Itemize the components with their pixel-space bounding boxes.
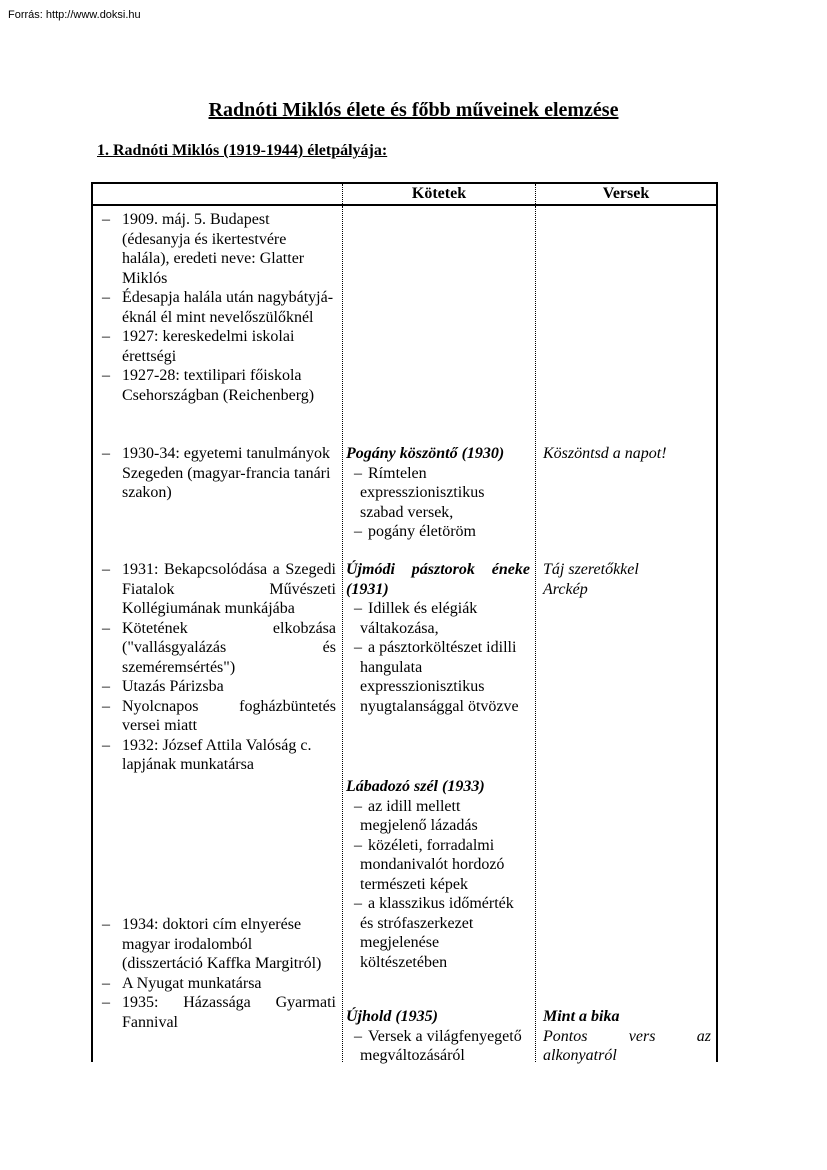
- life-item-text: 1932: József Attila Valóság c. lapjának munkatársa: [122, 736, 312, 773]
- table-header-row: [93, 184, 716, 206]
- bullet-dash: –: [102, 328, 110, 345]
- life-item-text: 1930-34: egyetemi tanulmányok Szegeden (magyar-francia tanári szakon): [122, 445, 331, 501]
- life-item: [93, 697, 342, 736]
- volume-title: Újmódi pásztorok éneke (1931): [346, 561, 530, 598]
- biography-table: [91, 182, 718, 1062]
- life-item-text: Édesapja halála után nagybátyjá-éknál él mint nevelőszülőknél: [122, 289, 334, 326]
- bullet-dash: –: [354, 836, 362, 854]
- volume-title: Lábadozó szél (1933): [346, 778, 485, 795]
- volume-item-text: az idill mellett megjelenő lázadás: [360, 797, 478, 834]
- life-group-3: [93, 560, 342, 775]
- life-item-text: 1927: kereskedelmi iskolai érettségi: [122, 328, 295, 365]
- volume-item-text: közéleti, forradalmi mondanivalót hordozó természeti képek: [360, 836, 505, 893]
- life-item: [93, 619, 342, 678]
- column-life: [93, 206, 342, 1062]
- life-item-text: 1931: Bekapcsolódása a Szegedi Fiatalok Művészeti Kollégiumának munkájába: [122, 561, 336, 617]
- volume-block-ujmodi-pasztorok: [343, 560, 535, 716]
- header-cell-life: [93, 184, 342, 204]
- bullet-dash: –: [354, 895, 362, 912]
- volume-item-text: Rímtelen expresszionisztikus szabad versek,: [360, 464, 485, 521]
- bullet-dash: –: [102, 678, 110, 695]
- life-item-text: 1935: Házassága Gyarmati Fannival: [122, 994, 336, 1031]
- bullet-dash: –: [354, 639, 362, 656]
- volume-title: Pogány köszöntő (1930): [346, 445, 505, 462]
- life-item: [93, 444, 342, 503]
- bullet-dash: –: [102, 994, 110, 1011]
- volume-item: [343, 522, 535, 542]
- poem-title: Mint a bika: [543, 1008, 620, 1025]
- volume-block-ujhold: [343, 1007, 535, 1066]
- source-line: Forrás: http://www.doksi.hu: [8, 9, 141, 21]
- life-item-text: 1934: doktori cím elnyerése magyar irodalomból (disszertáció Kaffka Margitról): [122, 916, 322, 972]
- volume-item-text: pogány életöröm: [368, 523, 476, 540]
- volume-item: [343, 599, 535, 638]
- life-item: [93, 560, 342, 619]
- bullet-dash: –: [102, 736, 110, 754]
- bullet-dash: –: [102, 211, 110, 228]
- section-heading: 1. Radnóti Miklós (1919-1944) életpályája:: [97, 142, 388, 159]
- bullet-dash: –: [354, 1027, 362, 1045]
- volume-block-pogany-koszonto: [343, 444, 535, 542]
- column-versek: [535, 206, 716, 1062]
- bullet-dash: –: [102, 561, 110, 578]
- poem-line: Táj szeretőkkel: [543, 561, 639, 578]
- table-body: [93, 206, 716, 1062]
- volume-item: [343, 1027, 535, 1066]
- poem-block-3: [536, 1007, 716, 1066]
- life-group-4: [93, 915, 342, 1032]
- life-item: [93, 974, 342, 994]
- poem-line: Köszöntsd a napot!: [543, 445, 667, 462]
- header-cell-kotetek: Kötetek: [342, 184, 535, 204]
- bullet-dash: –: [102, 289, 110, 306]
- volume-item-text: a klasszikus időmérték és strófaszerkezet megjelenése költészetében: [360, 895, 514, 971]
- life-item: [93, 677, 342, 697]
- bullet-dash: –: [102, 619, 110, 637]
- volume-item: [343, 797, 535, 836]
- life-item-text: Utazás Párizsba: [122, 678, 224, 695]
- life-item: [93, 736, 342, 775]
- bullet-dash: –: [354, 464, 362, 482]
- life-item-text: Nyolcnapos fogházbüntetés versei miatt: [122, 697, 336, 734]
- poem-line: Pontos vers az alkonyatról: [543, 1027, 711, 1064]
- column-kotetek: [342, 206, 535, 1062]
- header-cell-versek: Versek: [535, 184, 716, 204]
- life-item: [93, 327, 342, 366]
- life-item: [93, 993, 342, 1032]
- life-item: [93, 366, 342, 405]
- poem-block-1: [536, 444, 716, 464]
- page-title: Radnóti Miklós élete és főbb műveinek elemzése: [208, 99, 619, 121]
- poem-block-2: [536, 560, 716, 599]
- life-item: [93, 288, 342, 327]
- volume-item: [343, 894, 535, 972]
- life-item-text: 1909. máj. 5. Budapest (édesanyja és ikertestvére halála), eredeti neve: Glatter Miklós: [122, 211, 305, 287]
- volume-title: Újhold (1935): [346, 1008, 438, 1025]
- life-item: [93, 915, 342, 974]
- bullet-dash: –: [354, 523, 362, 540]
- volume-item: [343, 638, 535, 716]
- life-group-1: [93, 210, 342, 405]
- bullet-dash: –: [354, 797, 362, 815]
- volume-item-text: Idillek és elégiák váltakozása,: [360, 600, 478, 637]
- life-item-text: A Nyugat munkatársa: [122, 974, 262, 992]
- poem-line: Arckép: [543, 580, 588, 598]
- bullet-dash: –: [102, 916, 110, 933]
- life-item: [93, 210, 342, 288]
- bullet-dash: –: [102, 974, 110, 992]
- life-group-2: [93, 444, 342, 503]
- volume-item-text: a pásztorköltészet idilli hangulata expresszionisztikus nyugtalansággal ötvözve: [360, 639, 519, 715]
- bullet-dash: –: [102, 445, 110, 462]
- volume-item-text: Versek a világfenyegető megváltozásáról: [360, 1027, 522, 1064]
- life-item-text: Kötetének elkobzása ("vallásgyalázás és szeméremsértés"): [122, 619, 336, 676]
- bullet-dash: –: [102, 697, 110, 715]
- volume-block-labadozo-szel: [343, 777, 535, 972]
- life-item-text: 1927-28: textilipari főiskola Csehországban (Reichenberg): [122, 367, 315, 404]
- volume-item: [343, 464, 535, 523]
- bullet-dash: –: [102, 367, 110, 384]
- bullet-dash: –: [354, 600, 362, 617]
- volume-item: [343, 836, 535, 895]
